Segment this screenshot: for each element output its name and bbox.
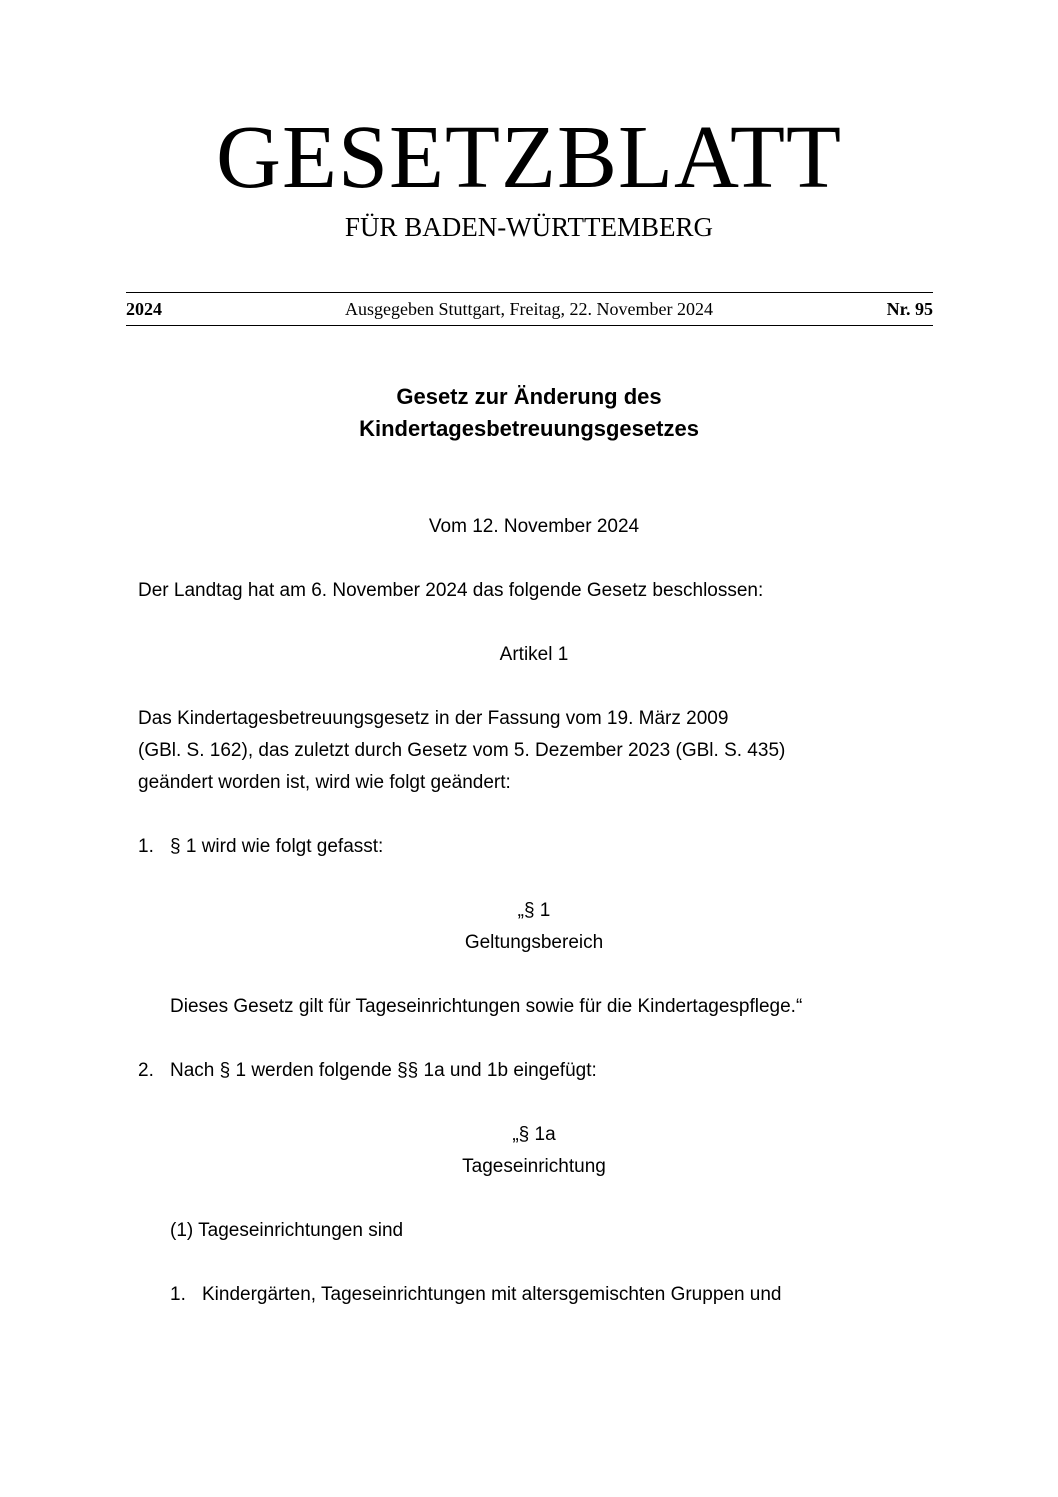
amendment-text-2: Nach § 1 werden folgende §§ 1a und 1b eingefügt:: [170, 1060, 597, 1081]
law-date: Vom 12. November 2024: [428, 516, 640, 537]
intro-line-3: geändert worden ist, wird wie folgt geändert:: [138, 772, 511, 793]
amendment-text-1: § 1 wird wie folgt gefasst:: [170, 836, 384, 857]
section-title-1a: Tageseinrichtung: [462, 1156, 606, 1177]
law-title: [0, 381, 1058, 445]
section-1a-paragraph-1: (1) Tageseinrichtungen sind: [170, 1220, 404, 1241]
section-number-1a: „§ 1a: [512, 1124, 556, 1145]
article-heading: Artikel 1: [499, 644, 569, 665]
issue-date-line: Ausgegeben Stuttgart, Freitag, 22. November 2024: [345, 299, 713, 319]
section-title-1: Geltungsbereich: [464, 932, 604, 953]
law-title-line-1: Gesetz zur Änderung des: [396, 384, 662, 409]
intro-line-1: Das Kindertagesbetreuungsgesetz in der Fassung vom 19. März 2009: [138, 708, 729, 729]
gazette-title: GESETZBLATT: [216, 108, 842, 207]
issue-year: 2024: [126, 299, 162, 319]
law-title-line-2: Kindertagesbetreuungsgesetzes: [359, 416, 699, 441]
amendment-number-1: 1.: [138, 836, 154, 857]
section-number-1: „§ 1: [517, 900, 551, 921]
subitem-number-1: 1.: [170, 1284, 186, 1305]
header-rule-top: [126, 292, 933, 293]
issue-number: Nr. 95: [886, 299, 933, 319]
amendment-number-2: 2.: [138, 1060, 154, 1081]
gazette-subtitle: FÜR BADEN-WÜRTTEMBERG: [344, 212, 714, 242]
preamble: Der Landtag hat am 6. November 2024 das folgende Gesetz beschlossen:: [138, 580, 764, 601]
subitem-text-1: Kindergärten, Tageseinrichtungen mit altersgemischten Gruppen und: [202, 1284, 782, 1305]
header-rule-bottom: [126, 325, 933, 326]
intro-line-2: (GBl. S. 162), das zuletzt durch Gesetz vom 5. Dezember 2023 (GBl. S. 435): [138, 740, 786, 761]
section-body-1: Dieses Gesetz gilt für Tageseinrichtungen sowie für die Kindertagespflege.“: [170, 996, 803, 1017]
